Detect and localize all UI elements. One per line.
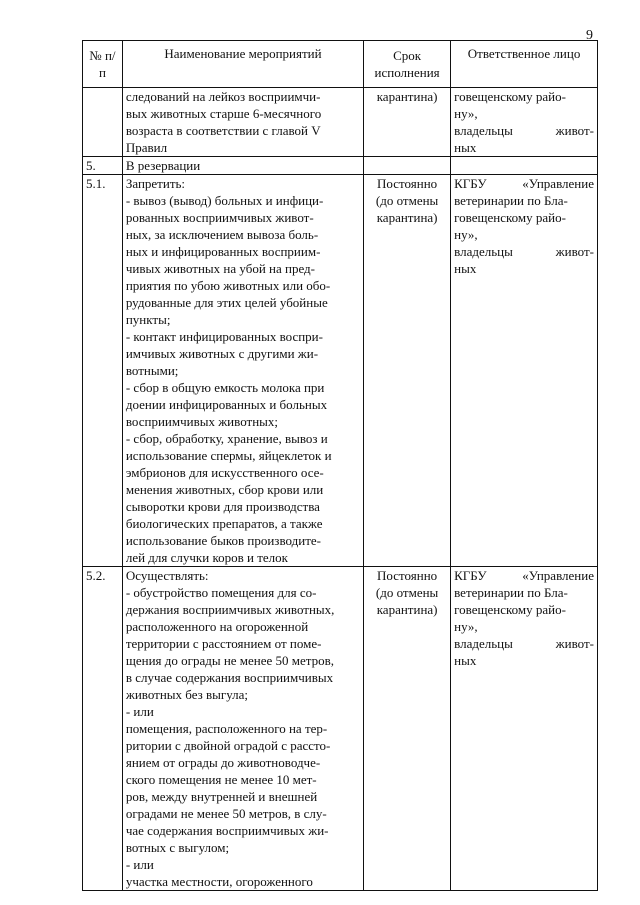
- header-responsible: Ответственное лицо: [451, 41, 598, 88]
- measure-line: менения животных, сбор крови или: [125, 482, 324, 497]
- measure-line: вотными;: [125, 363, 179, 378]
- term-cell: [364, 157, 451, 175]
- measure-line: оградами не менее 50 метров, в слу-: [125, 806, 327, 821]
- page-number: 9: [586, 28, 593, 43]
- responsible-cell: [451, 157, 598, 175]
- header-num: № п/п: [83, 41, 123, 88]
- measure-line: чае содержания восприимчивых жи-: [125, 823, 329, 838]
- responsible-line: говещенскому райо-: [454, 602, 566, 617]
- responsible-line: ных: [454, 140, 477, 155]
- measure-line: следований на лейкоз восприимчи-: [125, 89, 321, 104]
- responsible-cell: [451, 567, 598, 891]
- row-number: 5.2.: [83, 567, 123, 891]
- measures-table: [82, 40, 598, 891]
- measure-line: использование спермы, яйцеклеток и: [125, 448, 332, 463]
- measure-line: территории с расстоянием от поме-: [125, 636, 322, 651]
- table-row: [83, 88, 598, 157]
- responsible-line: ну»,: [454, 106, 478, 121]
- measure-line: биологических препаратов, а также: [125, 516, 323, 531]
- measure-line: использование быков производите-: [125, 533, 321, 548]
- measure-line: ского помещения не менее 10 мет-: [125, 772, 317, 787]
- responsible-cell: [451, 175, 598, 567]
- measure-line: - сбор в общую емкость молока при: [125, 380, 325, 395]
- term-cell: Постоянно (до отмены карантина): [364, 175, 451, 567]
- measure-line: - или: [125, 704, 154, 719]
- measure-line: - вывоз (вывод) больных и инфици-: [125, 193, 324, 208]
- measure-line: восприимчивых животных;: [125, 414, 279, 429]
- measure-line: Осуществлять:: [125, 568, 209, 583]
- table-header-row: [83, 41, 598, 88]
- measure-line: сыворотки крови для производства: [125, 499, 320, 514]
- measure-line: вотных с выгулом;: [125, 840, 230, 855]
- measure-line: помещения, расположенного на тер-: [125, 721, 328, 736]
- measure-name: [122, 88, 363, 157]
- measure-line: рудованные для этих целей убойные: [125, 295, 328, 310]
- measure-line: рованных восприимчивых живот-: [125, 210, 314, 225]
- measure-line: ных, за исключением вывоза боль-: [125, 227, 319, 242]
- measure-line: доении инфицированных и больных: [125, 397, 328, 412]
- measure-line: приятия по убою животных или обо-: [125, 278, 331, 293]
- header-name: Наименование мероприятий: [122, 41, 363, 88]
- measure-name: [122, 175, 363, 567]
- measure-line: - или: [125, 857, 154, 872]
- responsible-line: КГБУ «Управление: [454, 176, 594, 191]
- responsible-cell: [451, 88, 598, 157]
- measure-line: щения до ограды не менее 50 метров,: [125, 653, 335, 668]
- measure-line: ритории с двойной оградой с рассто-: [125, 738, 331, 753]
- responsible-line: ветеринарии по Бла-: [454, 585, 568, 600]
- measure-line: пункты;: [125, 312, 171, 327]
- measure-line: ров, между внутренней и внешней: [125, 789, 318, 804]
- measure-line: участка местности, огороженного: [125, 874, 313, 889]
- measure-line: животных без выгула;: [125, 687, 249, 702]
- measure-line: - контакт инфицированных воспри-: [125, 329, 323, 344]
- measure-line: держания восприимчивых животных,: [125, 602, 335, 617]
- table-row: [83, 567, 598, 891]
- responsible-line: говещенскому райо-: [454, 89, 566, 104]
- measure-line: - обустройство помещения для со-: [125, 585, 317, 600]
- responsible-line: говещенскому райо-: [454, 210, 566, 225]
- row-number: 5.1.: [83, 175, 123, 567]
- responsible-line: ну»,: [454, 619, 478, 634]
- table-row: [83, 157, 598, 175]
- term-cell: Постоянно (до отмены карантина): [364, 567, 451, 891]
- measure-line: вых животных старше 6-месячного: [125, 106, 322, 121]
- term-cell: карантина): [364, 88, 451, 157]
- responsible-line: владельцы живот-: [454, 636, 594, 651]
- measure-line: расположенного на огороженной: [125, 619, 309, 634]
- table-row: [83, 175, 598, 567]
- measure-line: чивых животных на убой на пред-: [125, 261, 316, 276]
- responsible-line: владельцы живот-: [454, 123, 594, 138]
- measure-line: Правил: [125, 140, 168, 155]
- measure-line: ных и инфицированных восприим-: [125, 244, 321, 259]
- responsible-line: ных: [454, 653, 477, 668]
- measure-name: [122, 157, 363, 175]
- measure-line: имчивых животных с другими жи-: [125, 346, 319, 361]
- measure-line: лей для случки коров и телок: [125, 550, 288, 565]
- measure-line: возраста в соответствии с главой V: [125, 123, 321, 138]
- responsible-line: ну»,: [454, 227, 478, 242]
- measure-line: эмбрионов для искусственного осе-: [125, 465, 324, 480]
- measure-line: в случае содержания восприимчивых: [125, 670, 334, 685]
- measure-line: янием от ограды до животноводче-: [125, 755, 321, 770]
- header-term: Срок исполнения: [364, 41, 451, 88]
- responsible-line: владельцы живот-: [454, 244, 594, 259]
- row-number: 5.: [83, 157, 123, 175]
- measure-line: Запретить:: [125, 176, 186, 191]
- measure-name: [122, 567, 363, 891]
- responsible-line: ных: [454, 261, 477, 276]
- responsible-line: ветеринарии по Бла-: [454, 193, 568, 208]
- row-number: [83, 88, 123, 157]
- responsible-line: КГБУ «Управление: [454, 568, 594, 583]
- measure-line: - сбор, обработку, хранение, вывоз и: [125, 431, 328, 446]
- measure-line: В резервации: [125, 158, 201, 173]
